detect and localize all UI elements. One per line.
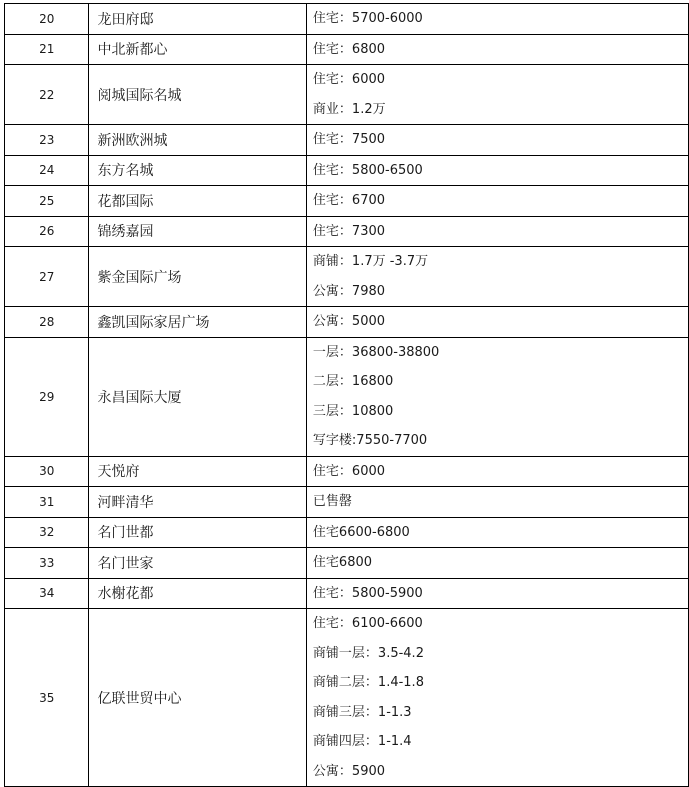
price-line: 商铺二层：1.4-1.8 — [312, 675, 424, 690]
table-row — [5, 125, 689, 156]
row-number: 26 — [5, 216, 89, 247]
row-number: 22 — [5, 65, 89, 125]
table-row — [5, 4, 689, 35]
row-number: 20 — [5, 4, 89, 35]
table-row — [5, 247, 689, 307]
row-number: 28 — [5, 307, 89, 338]
row-number: 30 — [5, 456, 89, 487]
price-line: 住宅：7500 — [312, 132, 386, 147]
row-number: 21 — [5, 34, 89, 65]
row-number: 35 — [5, 609, 89, 787]
project-name: 天悦府 — [89, 456, 306, 487]
project-name: 花都国际 — [89, 186, 306, 217]
price-line: 二层：16800 — [312, 374, 394, 389]
project-name: 阅城国际名城 — [89, 65, 306, 125]
price-cell — [306, 186, 688, 217]
price-line: 写字楼:7550-7700 — [312, 433, 428, 448]
price-cell — [306, 34, 688, 65]
table-row — [5, 487, 689, 518]
price-line: 住宅：6000 — [312, 463, 386, 479]
project-name: 锦绣嘉园 — [89, 216, 306, 247]
price-cell — [306, 456, 688, 487]
project-name: 龙田府邸 — [89, 4, 306, 35]
price-cell — [306, 65, 688, 125]
table-row — [5, 216, 689, 247]
row-number: 32 — [5, 517, 89, 548]
price-line: 住宅6600-6800 — [312, 524, 410, 540]
project-name: 紫金国际广场 — [89, 247, 306, 307]
row-number: 34 — [5, 578, 89, 609]
project-name: 中北新都心 — [89, 34, 306, 65]
price-line: 公寓：5900 — [312, 763, 386, 779]
table-row — [5, 609, 689, 787]
project-name: 名门世家 — [89, 548, 306, 579]
price-line: 商铺：1.7万 -3.7万 — [312, 254, 429, 269]
price-line: 商铺三层：1-1.3 — [312, 704, 412, 720]
table-row — [5, 307, 689, 338]
price-cell — [306, 307, 688, 338]
price-cell — [306, 4, 688, 35]
price-line: 商铺一层：3.5-4.2 — [312, 645, 424, 661]
price-cell — [306, 125, 688, 156]
price-line: 公寓：5000 — [312, 314, 386, 329]
table-row — [5, 34, 689, 65]
price-cell — [306, 517, 688, 548]
row-number: 31 — [5, 487, 89, 518]
price-cell — [306, 247, 688, 307]
price-table-body — [5, 4, 689, 787]
price-cell — [306, 337, 688, 456]
price-line: 住宅：6000 — [312, 72, 386, 87]
row-number: 29 — [5, 337, 89, 456]
price-line: 住宅：7300 — [312, 223, 386, 239]
project-name: 水榭花都 — [89, 578, 306, 609]
price-line: 已售罄 — [312, 494, 352, 509]
table-row — [5, 186, 689, 217]
table-row — [5, 578, 689, 609]
project-name: 鑫凯国际家居广场 — [89, 307, 306, 338]
price-table — [4, 3, 689, 787]
price-line: 住宅6800 — [312, 555, 373, 570]
table-row — [5, 517, 689, 548]
row-number: 33 — [5, 548, 89, 579]
price-line: 住宅：6700 — [312, 193, 386, 208]
table-row — [5, 155, 689, 186]
price-line: 三层：10800 — [312, 403, 394, 419]
price-line: 公寓：7980 — [312, 283, 386, 299]
price-cell — [306, 548, 688, 579]
row-number: 25 — [5, 186, 89, 217]
price-line: 住宅：5800-5900 — [312, 585, 423, 601]
project-name: 永昌国际大厦 — [89, 337, 306, 456]
project-name: 亿联世贸中心 — [89, 609, 306, 787]
price-line: 住宅：5800-6500 — [312, 162, 423, 178]
project-name: 新洲欧洲城 — [89, 125, 306, 156]
project-name: 河畔清华 — [89, 487, 306, 518]
price-line: 住宅：6800 — [312, 41, 386, 57]
price-cell — [306, 487, 688, 518]
price-line: 一层：36800-38800 — [312, 344, 440, 360]
price-cell — [306, 216, 688, 247]
price-cell — [306, 609, 688, 787]
table-row — [5, 65, 689, 125]
row-number: 27 — [5, 247, 89, 307]
price-line: 商业：1.2万 — [312, 101, 386, 117]
price-line: 住宅：5700-6000 — [312, 11, 423, 26]
price-line: 商铺四层：1-1.4 — [312, 734, 412, 749]
project-name: 名门世都 — [89, 517, 306, 548]
table-row — [5, 548, 689, 579]
row-number: 23 — [5, 125, 89, 156]
row-number: 24 — [5, 155, 89, 186]
table-row — [5, 337, 689, 456]
price-cell — [306, 578, 688, 609]
table-row — [5, 456, 689, 487]
price-cell — [306, 155, 688, 186]
project-name: 东方名城 — [89, 155, 306, 186]
price-line: 住宅：6100-6600 — [312, 616, 423, 631]
